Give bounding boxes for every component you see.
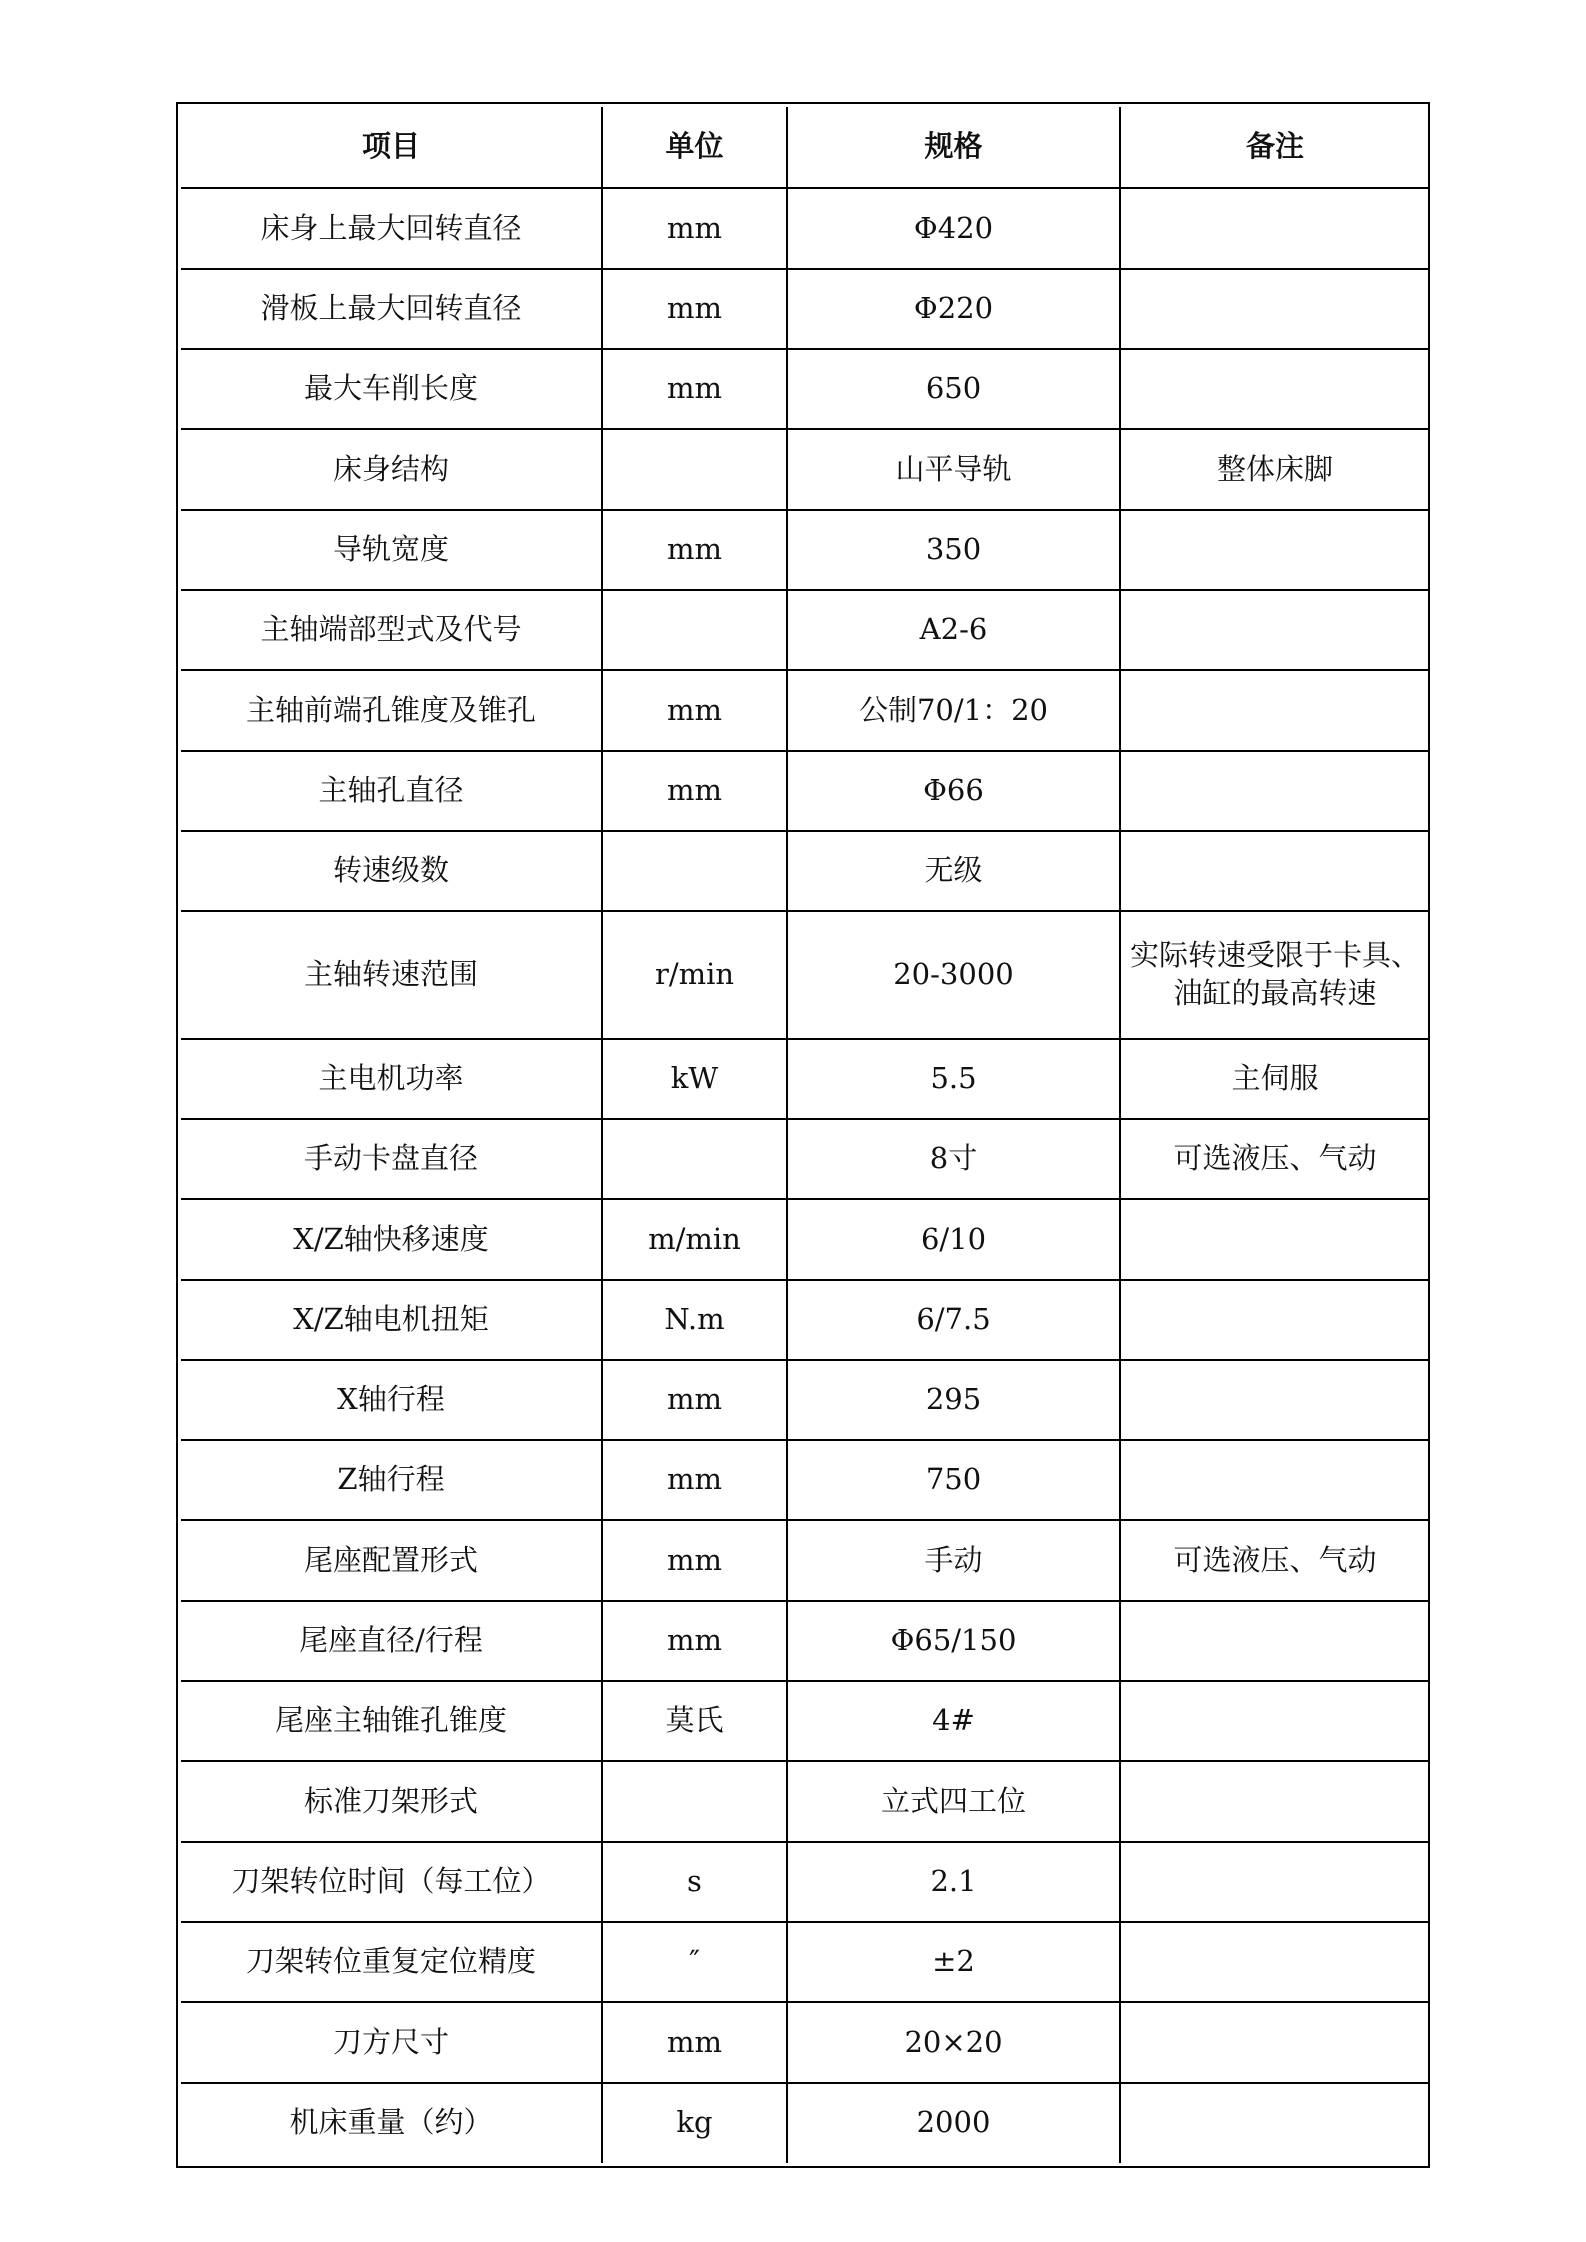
cell-unit: mm <box>602 1440 787 1520</box>
table-row <box>181 510 1429 590</box>
cell-unit: m/min <box>602 1199 787 1279</box>
table-row <box>181 1440 1429 1520</box>
cell-item: 主电机功率 <box>181 1039 602 1119</box>
table-row <box>181 188 1429 268</box>
cell-spec: Φ65/150 <box>787 1601 1120 1681</box>
cell-note <box>1120 510 1429 590</box>
cell-item: 刀架转位时间（每工位） <box>181 1842 602 1922</box>
cell-unit: mm <box>602 510 787 590</box>
table-row <box>181 1681 1429 1761</box>
cell-item: 尾座配置形式 <box>181 1520 602 1600</box>
table-row <box>181 1520 1429 1600</box>
cell-spec: 山平导轨 <box>787 429 1120 509</box>
cell-note <box>1120 751 1429 831</box>
cell-unit: N.m <box>602 1280 787 1360</box>
cell-note <box>1120 1360 1429 1440</box>
cell-unit: mm <box>602 751 787 831</box>
cell-item: Z轴行程 <box>181 1440 602 1520</box>
spec-table-frame <box>176 102 1430 2168</box>
table-row <box>181 1119 1429 1199</box>
cell-note <box>1120 1601 1429 1681</box>
cell-note: 可选液压、气动 <box>1120 1520 1429 1600</box>
cell-spec: 手动 <box>787 1520 1120 1600</box>
cell-item: 主轴端部型式及代号 <box>181 590 602 670</box>
cell-unit: mm <box>602 1360 787 1440</box>
cell-note <box>1120 2002 1429 2082</box>
table-row <box>181 1761 1429 1841</box>
header-item: 项目 <box>181 107 602 188</box>
cell-item: 尾座直径/行程 <box>181 1601 602 1681</box>
table-row <box>181 911 1429 1038</box>
cell-unit: mm <box>602 269 787 349</box>
table-row <box>181 1842 1429 1922</box>
cell-item: 最大车削长度 <box>181 349 602 429</box>
cell-note <box>1120 1761 1429 1841</box>
cell-spec: 2.1 <box>787 1842 1120 1922</box>
table-row <box>181 1199 1429 1279</box>
cell-spec: 6/7.5 <box>787 1280 1120 1360</box>
cell-spec: 立式四工位 <box>787 1761 1120 1841</box>
cell-unit: mm <box>602 670 787 750</box>
cell-spec: 750 <box>787 1440 1120 1520</box>
cell-note: 主伺服 <box>1120 1039 1429 1119</box>
cell-item: X/Z轴电机扭矩 <box>181 1280 602 1360</box>
cell-item: 机床重量（约） <box>181 2083 602 2163</box>
cell-unit <box>602 831 787 911</box>
cell-spec: 无级 <box>787 831 1120 911</box>
spec-table <box>181 107 1429 2163</box>
table-row <box>181 831 1429 911</box>
table-row <box>181 2083 1429 2163</box>
cell-item: 床身上最大回转直径 <box>181 188 602 268</box>
cell-unit: mm <box>602 188 787 268</box>
table-row <box>181 1039 1429 1119</box>
cell-note <box>1120 1922 1429 2002</box>
cell-spec: Φ220 <box>787 269 1120 349</box>
cell-spec: 6/10 <box>787 1199 1120 1279</box>
cell-item: 滑板上最大回转直径 <box>181 269 602 349</box>
table-row <box>181 269 1429 349</box>
cell-unit: ″ <box>602 1922 787 2002</box>
table-row <box>181 349 1429 429</box>
cell-note <box>1120 831 1429 911</box>
cell-note <box>1120 1440 1429 1520</box>
header-unit: 单位 <box>602 107 787 188</box>
cell-spec: 8寸 <box>787 1119 1120 1199</box>
cell-unit <box>602 1761 787 1841</box>
cell-note <box>1120 1280 1429 1360</box>
cell-item: 主轴前端孔锥度及锥孔 <box>181 670 602 750</box>
cell-unit: kW <box>602 1039 787 1119</box>
cell-spec: 5.5 <box>787 1039 1120 1119</box>
cell-note <box>1120 911 1429 1038</box>
cell-spec: 2000 <box>787 2083 1120 2163</box>
cell-spec: Φ66 <box>787 751 1120 831</box>
table-header-row <box>181 107 1429 188</box>
cell-note: 可选液压、气动 <box>1120 1119 1429 1199</box>
cell-spec: 公制70/1：20 <box>787 670 1120 750</box>
header-note: 备注 <box>1120 107 1429 188</box>
cell-item: 床身结构 <box>181 429 602 509</box>
table-row <box>181 1280 1429 1360</box>
cell-unit: mm <box>602 1520 787 1600</box>
cell-item: 主轴孔直径 <box>181 751 602 831</box>
cell-item: 尾座主轴锥孔锥度 <box>181 1681 602 1761</box>
cell-item: 刀方尺寸 <box>181 2002 602 2082</box>
cell-item: 标准刀架形式 <box>181 1761 602 1841</box>
cell-note <box>1120 269 1429 349</box>
cell-spec: 20×20 <box>787 2002 1120 2082</box>
cell-item: 刀架转位重复定位精度 <box>181 1922 602 2002</box>
cell-spec: Φ420 <box>787 188 1120 268</box>
cell-note <box>1120 188 1429 268</box>
cell-note <box>1120 590 1429 670</box>
cell-note-line: 实际转速受限于卡具、 <box>1129 938 1420 973</box>
table-row <box>181 1922 1429 2002</box>
cell-spec: 4# <box>787 1681 1120 1761</box>
cell-unit: kg <box>602 2083 787 2163</box>
cell-note <box>1120 349 1429 429</box>
cell-item: 主轴转速范围 <box>181 911 602 1038</box>
cell-item: X/Z轴快移速度 <box>181 1199 602 1279</box>
table-row <box>181 429 1429 509</box>
cell-item: 转速级数 <box>181 831 602 911</box>
cell-note: 整体床脚 <box>1120 429 1429 509</box>
cell-unit <box>602 590 787 670</box>
cell-unit <box>602 429 787 509</box>
cell-item: X轴行程 <box>181 1360 602 1440</box>
cell-spec: 20-3000 <box>787 911 1120 1038</box>
table-row <box>181 670 1429 750</box>
cell-spec: ±2 <box>787 1922 1120 2002</box>
cell-spec: 295 <box>787 1360 1120 1440</box>
cell-note <box>1120 1681 1429 1761</box>
table-row <box>181 1601 1429 1681</box>
cell-unit: mm <box>602 2002 787 2082</box>
cell-unit: mm <box>602 1601 787 1681</box>
cell-unit: 莫氏 <box>602 1681 787 1761</box>
table-row <box>181 2002 1429 2082</box>
table-row <box>181 590 1429 670</box>
table-row <box>181 1360 1429 1440</box>
cell-unit: r/min <box>602 911 787 1038</box>
cell-note <box>1120 1199 1429 1279</box>
cell-item: 手动卡盘直径 <box>181 1119 602 1199</box>
header-spec: 规格 <box>787 107 1120 188</box>
table-row <box>181 751 1429 831</box>
cell-spec: A2-6 <box>787 590 1120 670</box>
cell-unit <box>602 1119 787 1199</box>
cell-note <box>1120 1842 1429 1922</box>
cell-note <box>1120 2083 1429 2163</box>
cell-unit: mm <box>602 349 787 429</box>
cell-spec: 650 <box>787 349 1120 429</box>
cell-note-line: 油缸的最高转速 <box>1173 975 1377 1010</box>
cell-note <box>1120 670 1429 750</box>
cell-spec: 350 <box>787 510 1120 590</box>
cell-item: 导轨宽度 <box>181 510 602 590</box>
cell-unit: s <box>602 1842 787 1922</box>
